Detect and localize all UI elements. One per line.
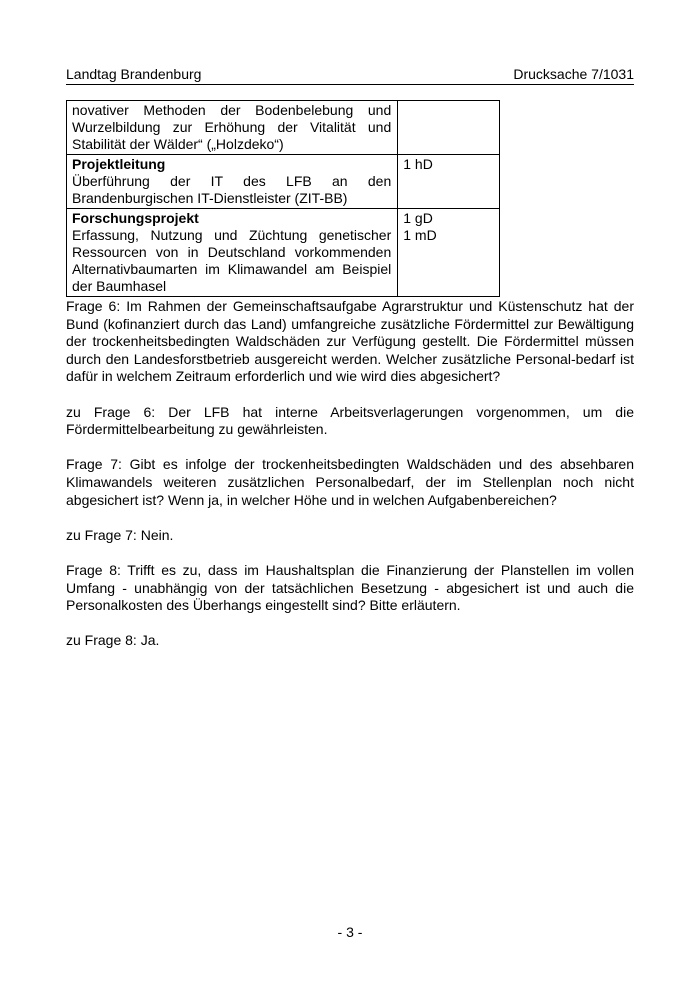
page-number: - 3 - bbox=[337, 924, 363, 940]
task-title: Projektleitung bbox=[72, 156, 166, 172]
question-7: Frage 7: Gibt es infolge der trockenheitsbedingten Waldschäden und des absehbaren Klimawandels weiteren zusätzlichen Personalbedarf, der im Stellenplan noch nicht abgesichert ist? Wenn ja, in welcher Höhe und in welchen Aufgabenbereichen? bbox=[66, 456, 634, 508]
header-document-number: Drucksache 7/1031 bbox=[513, 66, 634, 82]
header-parliament: Landtag Brandenburg bbox=[66, 66, 202, 82]
staff-cell: 1 gD 1 mD bbox=[398, 209, 500, 297]
answer-7: zu Frage 7: Nein. bbox=[66, 526, 174, 543]
staff-cell bbox=[398, 101, 500, 155]
staff-cell: 1 hD bbox=[398, 155, 500, 209]
table-row bbox=[67, 155, 500, 209]
task-title: Forschungsprojekt bbox=[72, 210, 199, 226]
document-body bbox=[66, 298, 634, 667]
task-text: novativer Methoden der Bodenbelebung und Wurzelbildung zur Erhöhung der Vitalität und Stabilität der Wälder“ („Holzdeko“) bbox=[72, 102, 392, 152]
question-6: Frage 6: Im Rahmen der Gemeinschaftsaufgabe Agrarstruktur und Küstenschutz hat der Bund (kofinanziert durch das Land) umfangreiche zusätzliche Fördermittel zur Bewältigung der trockenheitsbedingten Waldschäden zur Verfügung gestellt. Die Fördermittel müssen durch den Landesforstbetrieb ausgereicht werden. Welcher zusätzliche Personal-bedarf ist dafür in welchem Zeitraum erforderlich und wie wird dies abgesichert? bbox=[66, 298, 634, 385]
task-description-cell bbox=[67, 101, 398, 155]
task-description-cell bbox=[67, 155, 398, 209]
table-row bbox=[67, 209, 500, 297]
page-header bbox=[66, 66, 634, 85]
answer-6: zu Frage 6: Der LFB hat interne Arbeitsverlagerungen vorgenommen, um die Fördermittelbearbeitung zu gewährleisten. bbox=[66, 403, 634, 438]
task-text: Überführung der IT des LFB an den Brandenburgischen IT-Dienstleister (ZIT-BB) bbox=[72, 173, 392, 206]
staffing-table bbox=[66, 100, 500, 297]
task-text: Erfassung, Nutzung und Züchtung genetischer Ressourcen von in Deutschland vorkommenden Alternativbaumarten im Klimawandel am Beispiel der Baumhasel bbox=[72, 227, 392, 294]
answer-8: zu Frage 8: Ja. bbox=[66, 632, 160, 649]
task-description-cell bbox=[67, 209, 398, 297]
question-8: Frage 8: Trifft es zu, dass im Haushaltsplan die Finanzierung der Planstellen im vollen Umfang - unabhängig von der tatsächlichen Besetzung - abgesichert ist und auch die Personalkosten des Überhangs eingestellt sind? Bitte erläutern. bbox=[66, 561, 634, 614]
table-row bbox=[67, 101, 500, 155]
